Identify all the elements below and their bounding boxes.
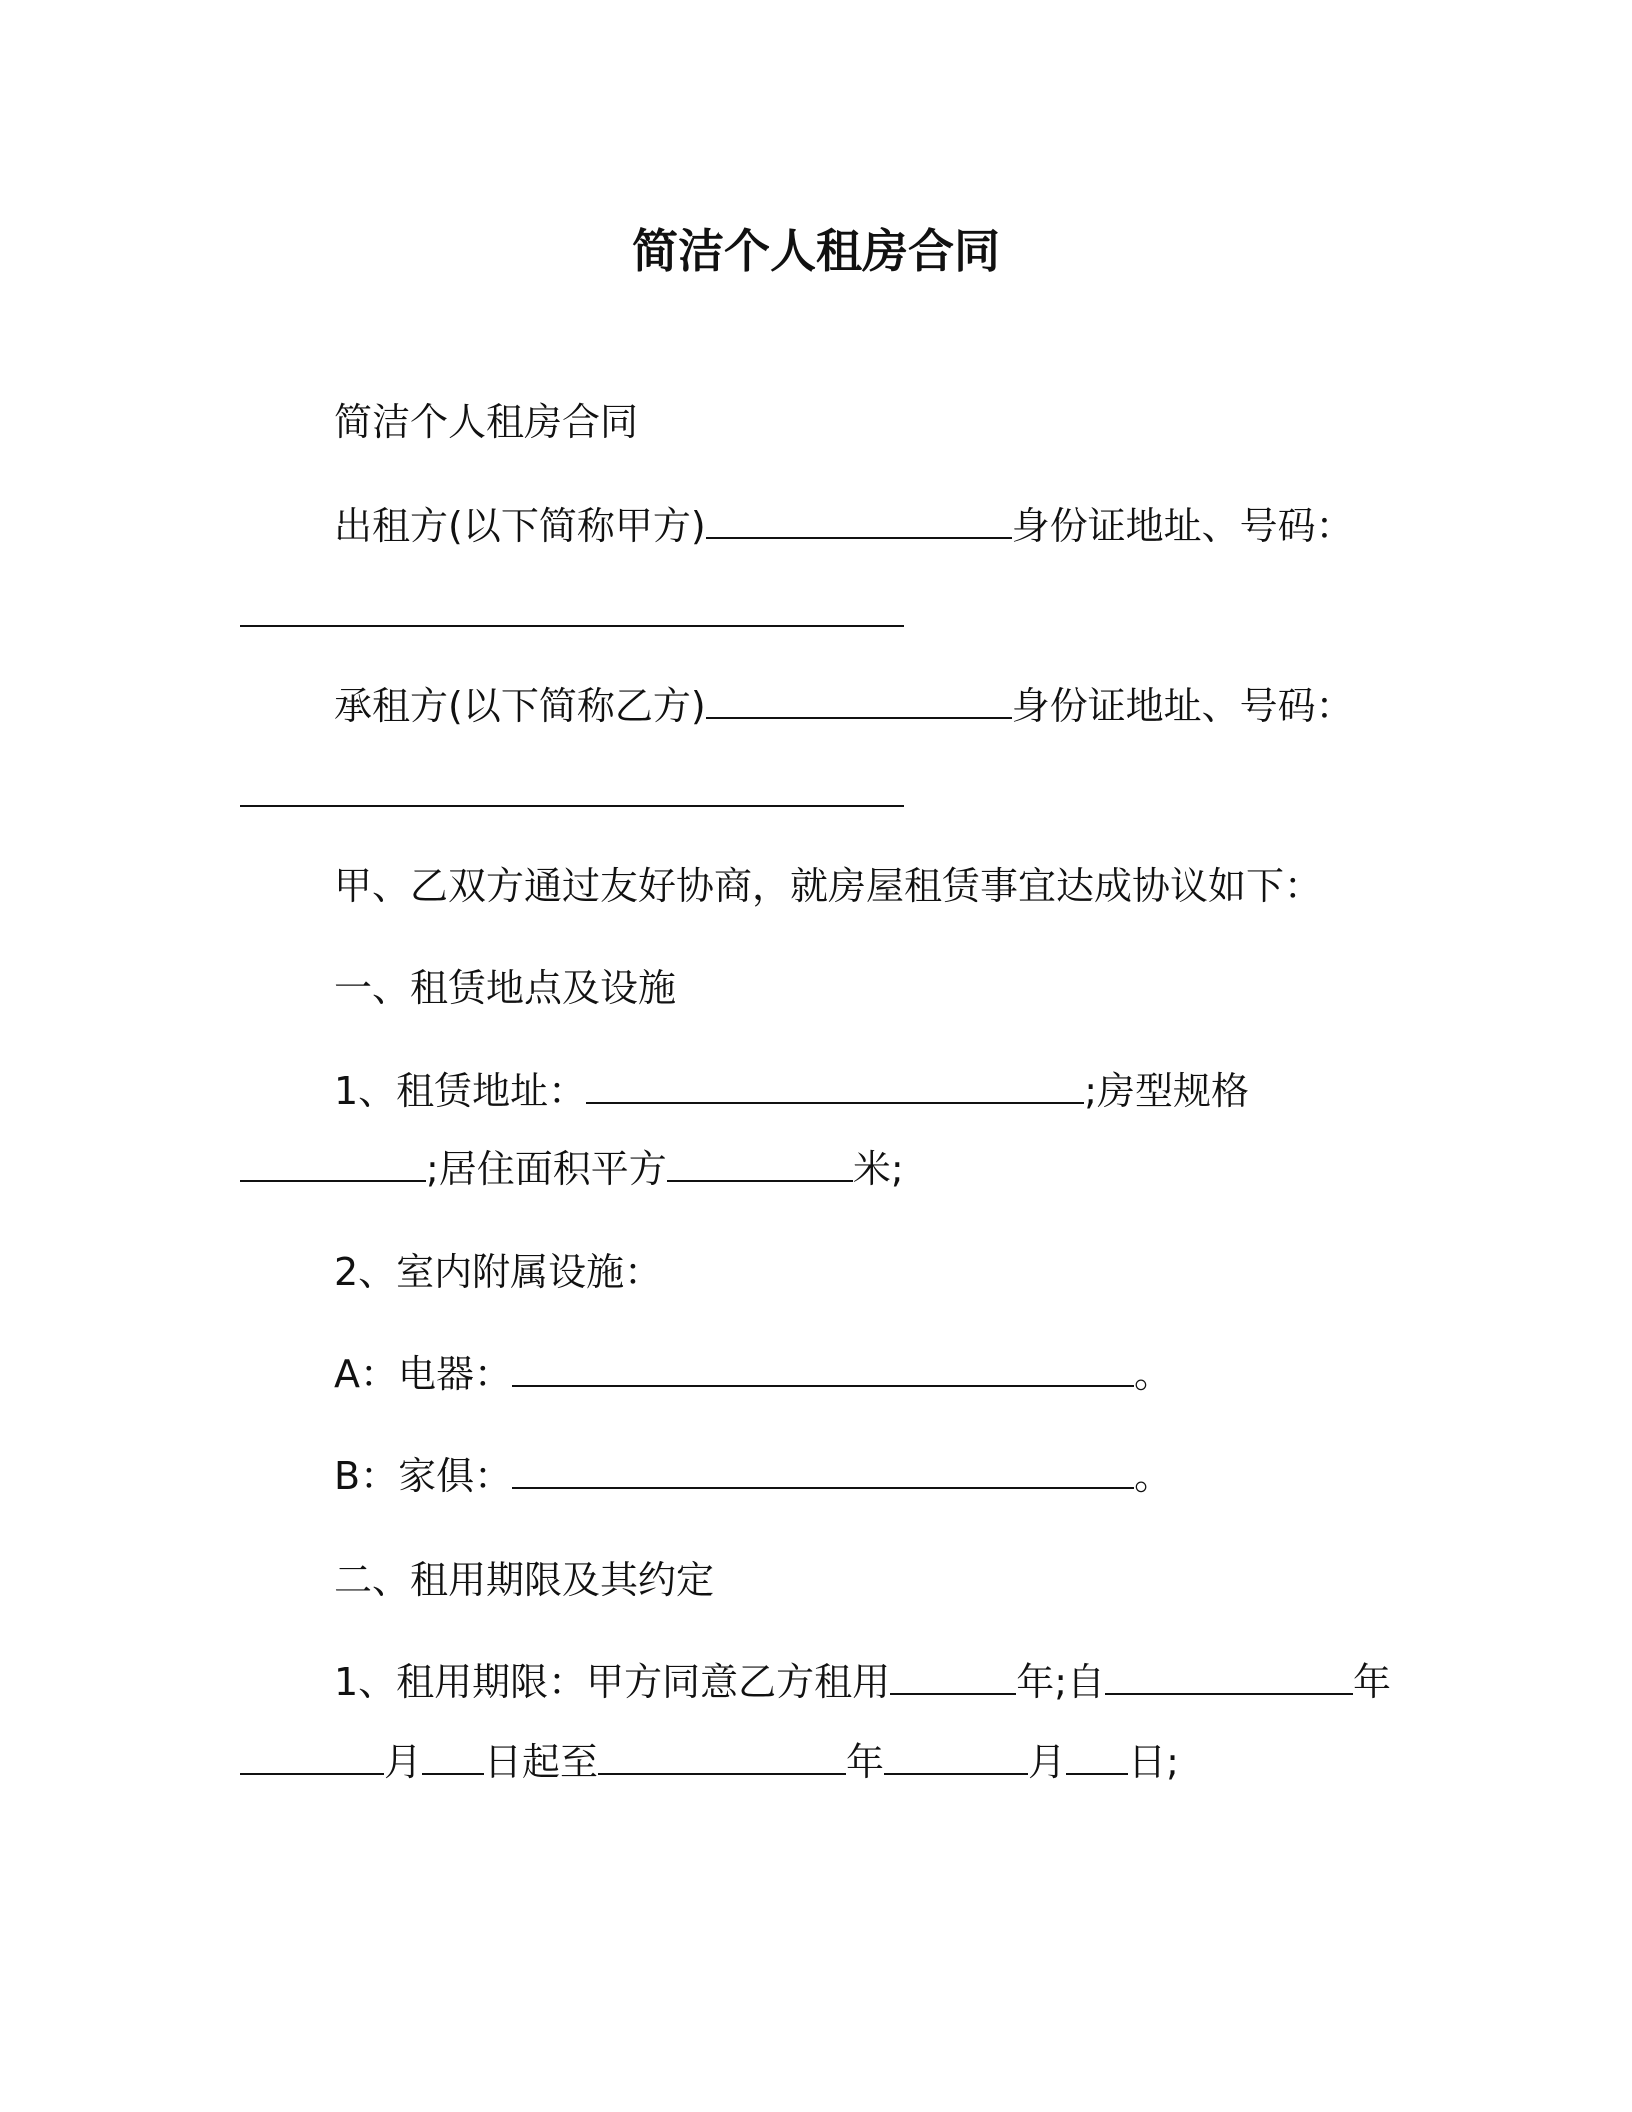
lease-years-blank xyxy=(890,1659,1016,1695)
document-subtitle: 简洁个人租房合同 xyxy=(334,400,639,444)
room-type-label: ;房型规格 xyxy=(1084,1069,1249,1113)
lessee-name-blank xyxy=(706,683,1012,719)
lessor-name-blank xyxy=(706,503,1012,539)
year-from-label: 年;自 xyxy=(1016,1660,1105,1704)
lessor-label: 出租方(以下简称甲方) xyxy=(334,504,706,548)
start-month-label: 月 xyxy=(384,1740,423,1784)
section1-item1-line2 xyxy=(240,1143,904,1195)
lease-term-label: 1、租用期限：甲方同意乙方租用 xyxy=(334,1660,891,1704)
address-label: 1、租赁地址： xyxy=(334,1069,587,1113)
lessee-id-line xyxy=(240,768,904,820)
lessee-label: 承租方(以下简称乙方) xyxy=(334,684,706,728)
start-year-label: 年 xyxy=(1353,1660,1392,1704)
lessor-id-line xyxy=(240,588,904,640)
lessor-id-label: 身份证地址、号码： xyxy=(1011,504,1354,548)
lessee-id-blank xyxy=(240,771,904,807)
end-day-blank xyxy=(1066,1739,1128,1775)
section1-item1-line1 xyxy=(334,1065,1249,1117)
start-year-blank xyxy=(1105,1659,1353,1695)
appliances-label: A：电器： xyxy=(334,1352,512,1396)
furniture-label: B：家俱： xyxy=(334,1454,513,1498)
start-day-blank xyxy=(422,1739,484,1775)
end-month-blank xyxy=(884,1739,1028,1775)
area-label: ;居住面积平方 xyxy=(426,1147,667,1191)
lessee-id-label: 身份证地址、号码： xyxy=(1011,684,1354,728)
section2-item1-line1 xyxy=(334,1656,1391,1708)
end-day-label: 日; xyxy=(1128,1740,1179,1784)
start-month-blank xyxy=(240,1739,384,1775)
start-day-label: 日起至 xyxy=(484,1740,599,1784)
furniture-end: 。 xyxy=(1134,1454,1173,1498)
section2-item1-line2 xyxy=(240,1736,1179,1788)
furniture-blank xyxy=(512,1453,1134,1489)
section2-heading: 二、租用期限及其约定 xyxy=(334,1558,715,1602)
lessee-line xyxy=(334,680,1354,732)
address-blank xyxy=(586,1068,1084,1104)
end-month-label: 月 xyxy=(1028,1740,1067,1784)
document-title: 简洁个人租房合同 xyxy=(632,224,1000,278)
end-year-blank xyxy=(598,1739,846,1775)
lessor-line xyxy=(334,500,1354,552)
room-type-blank xyxy=(240,1146,426,1182)
appliances-blank xyxy=(512,1351,1134,1387)
appliances-line xyxy=(334,1348,1172,1400)
intro-paragraph: 甲、乙双方通过友好协商，就房屋租赁事宜达成协议如下： xyxy=(334,864,1323,908)
end-year-label: 年 xyxy=(846,1740,885,1784)
area-unit: 米; xyxy=(852,1147,904,1191)
appliances-end: 。 xyxy=(1134,1352,1173,1396)
lessor-id-blank xyxy=(240,591,904,627)
section1-heading: 一、租赁地点及设施 xyxy=(334,966,677,1010)
section1-item2-heading: 2、室内附属设施： xyxy=(334,1250,663,1294)
furniture-line xyxy=(334,1450,1172,1502)
area-blank xyxy=(667,1146,853,1182)
